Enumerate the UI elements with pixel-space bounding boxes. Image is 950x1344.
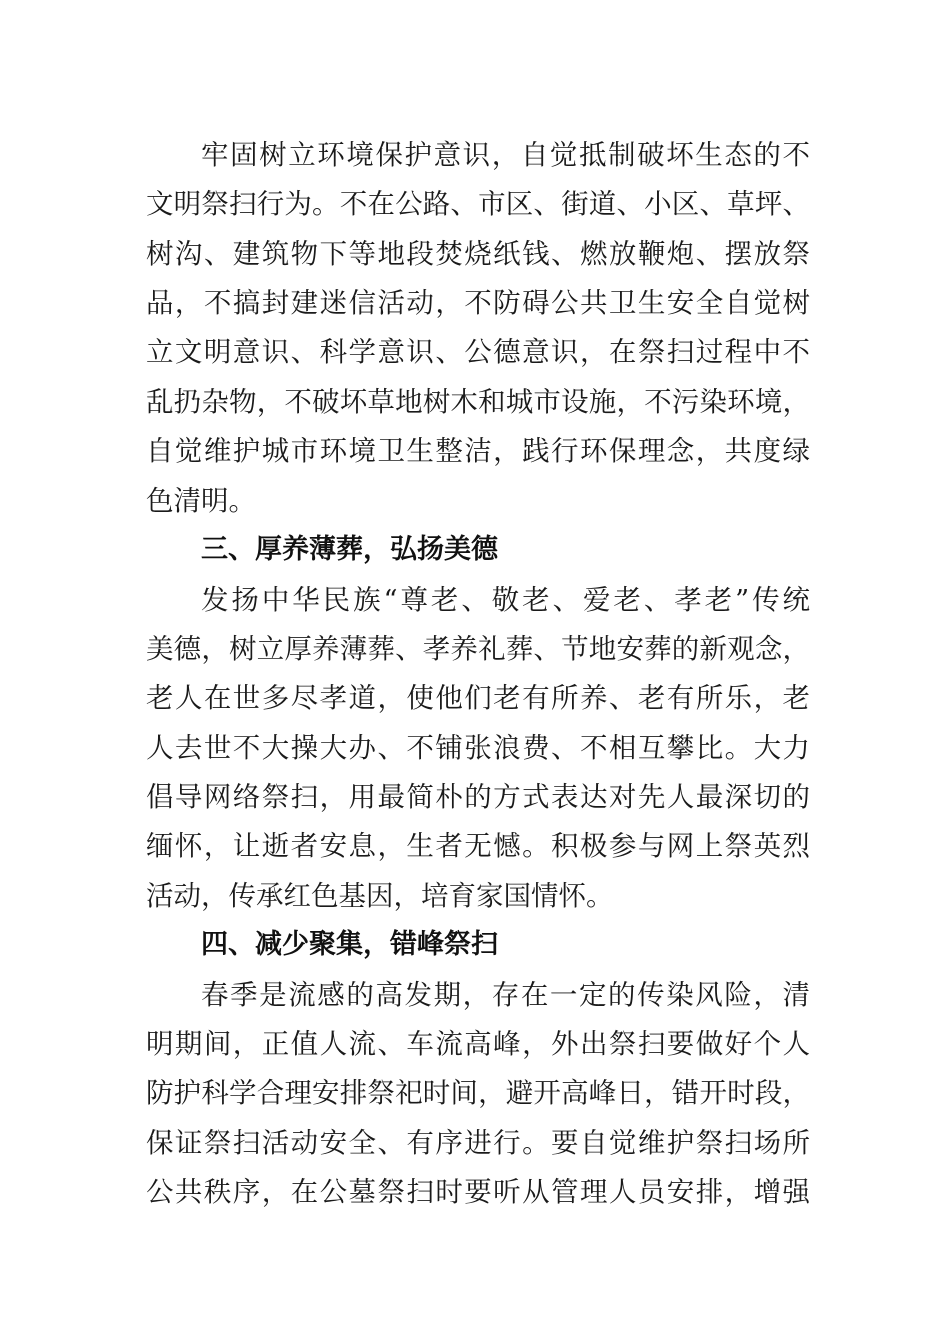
paragraph-3-line-5: 公共秩序，在公墓祭扫时要听从管理人员安排，增强: [146, 1176, 810, 1208]
paragraph-2-line-5: 倡导网络祭扫，用最简朴的方式表达对先人最深切的: [146, 781, 810, 813]
paragraph-2-line-6: 缅怀，让逝者安息，生者无憾。积极参与网上祭英烈: [146, 830, 810, 862]
paragraph-3-line-3: 防护科学合理安排祭祀时间，避开高峰日，错开时段，: [146, 1077, 810, 1109]
paragraph-3-line-4: 保证祭扫活动安全、有序进行。要自觉维护祭扫场所: [146, 1127, 810, 1159]
paragraph-2-line-2: 美德，树立厚养薄葬、孝养礼葬、节地安葬的新观念，: [146, 633, 810, 665]
paragraph-1-line-6: 乱扔杂物，不破坏草地树木和城市设施，不污染环境，: [146, 386, 810, 418]
paragraph-1-line-3: 树沟、建筑物下等地段焚烧纸钱、燃放鞭炮、摆放祭: [146, 238, 810, 270]
paragraph-1-line-1: 牢固树立环境保护意识，自觉抵制破坏生态的不: [201, 139, 810, 171]
paragraph-2-line-4: 人去世不大操大办、不铺张浪费、不相互攀比。大力: [146, 732, 810, 764]
paragraph-2-line-1: 发扬中华民族“尊老、敬老、爱老、孝老”传统: [201, 584, 810, 616]
paragraph-2-line-3: 老人在世多尽孝道，使他们老有所养、老有所乐，老: [146, 682, 810, 714]
paragraph-1-line-2: 文明祭扫行为。不在公路、市区、街道、小区、草坪、: [146, 188, 810, 220]
paragraph-1-line-4: 品，不搞封建迷信活动，不防碍公共卫生安全自觉树: [146, 287, 810, 319]
paragraph-3-line-2: 明期间，正值人流、车流高峰，外出祭扫要做好个人: [146, 1028, 810, 1060]
paragraph-2-line-7: 活动，传承红色基因，培育家国情怀。: [146, 880, 614, 912]
paragraph-1-line-5: 立文明意识、科学意识、公德意识，在祭扫过程中不: [146, 336, 810, 368]
paragraph-1-line-7: 自觉维护城市环境卫生整洁，践行环保理念，共度绿: [146, 435, 810, 467]
paragraph-3-line-1: 春季是流感的高发期，存在一定的传染风险，清: [201, 979, 810, 1011]
section-heading-4: 四、减少聚集，错峰祭扫: [201, 929, 498, 960]
paragraph-1-line-8: 色清明。: [146, 485, 256, 517]
section-heading-3: 三、厚养薄葬，弘扬美德: [201, 534, 498, 565]
